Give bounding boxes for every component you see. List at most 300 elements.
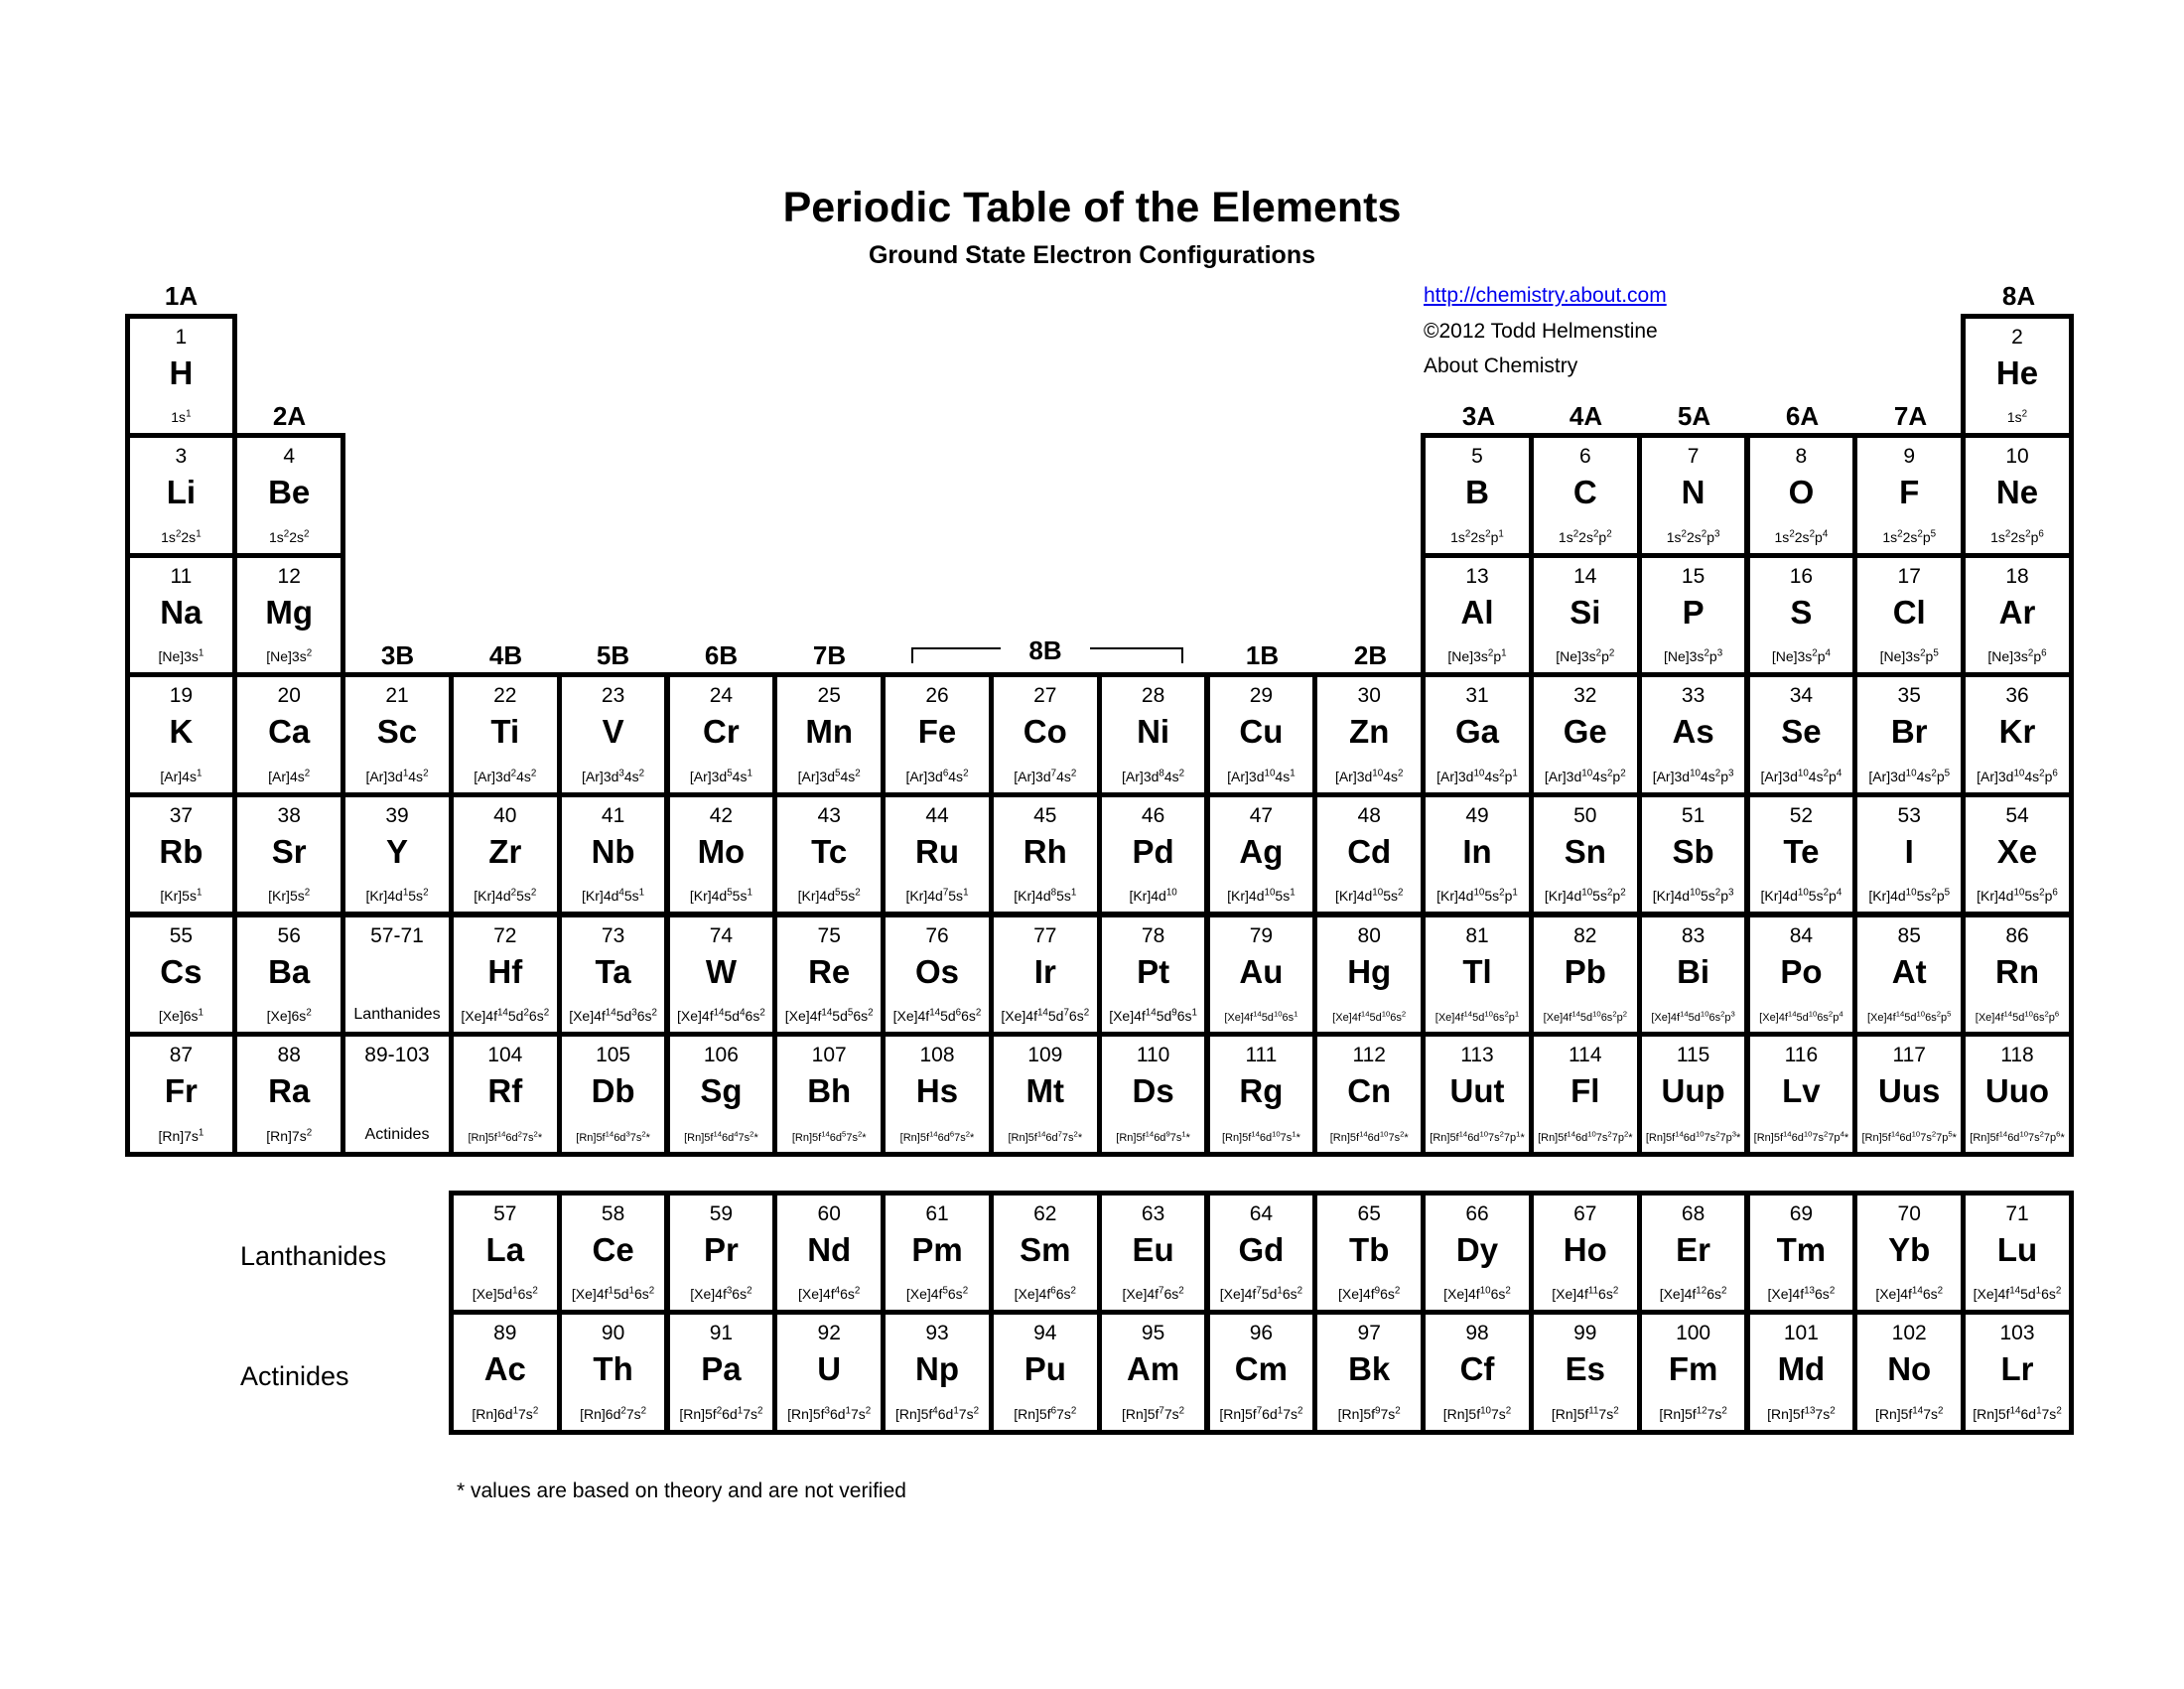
element-symbol: Po <box>1780 952 1823 990</box>
element-cell-am <box>1102 1315 1205 1430</box>
element-cell-li <box>130 438 233 553</box>
element-cell-si <box>1534 558 1637 673</box>
atomic-number: 106 <box>703 1044 739 1067</box>
group-label-5b: 5B <box>596 640 630 670</box>
atomic-number: 97 <box>1357 1322 1381 1345</box>
atomic-number: 95 <box>1141 1322 1165 1345</box>
element-symbol: No <box>1887 1350 1932 1388</box>
element-symbol: Cl <box>1892 593 1926 631</box>
atomic-number: 116 <box>1784 1044 1819 1067</box>
element-cell-cu <box>1210 677 1313 792</box>
atomic-number: 53 <box>1897 803 1921 827</box>
electron-configuration: $[Xe]4f^{14}5d^56s^2$ <box>784 1007 874 1025</box>
electron-configuration: $[Ar]3d^64s^2$ <box>905 768 969 784</box>
atomic-number: 48 <box>1357 803 1381 827</box>
element-symbol: Hg <box>1347 952 1392 990</box>
group-label-6b: 6B <box>704 640 739 670</box>
atomic-number: 9 <box>1903 445 1916 469</box>
element-symbol: Fm <box>1668 1350 1718 1388</box>
electron-configuration: $[Rn]5f^{12}7s^2$ <box>1659 1405 1727 1422</box>
element-symbol: Ra <box>268 1072 311 1110</box>
electron-configuration: $[Xe]4f^75d^16s^2$ <box>1219 1285 1303 1303</box>
element-symbol: Li <box>166 474 197 511</box>
element-cell-ar <box>1966 558 2069 673</box>
element-symbol: Co <box>1023 713 1067 751</box>
atomic-number: 10 <box>2005 445 2029 469</box>
atomic-number: 102 <box>1891 1322 1927 1345</box>
electron-configuration: $1s^22s^2p^5$ <box>1882 528 1937 545</box>
element-symbol: Sr <box>271 832 307 870</box>
electron-configuration: $1s^2$ <box>2006 408 2028 426</box>
element-symbol: Ir <box>1033 952 1056 990</box>
electron-configuration: $[Rn]5f^{14}6d^{10}7s^1*$ <box>1221 1129 1300 1144</box>
element-symbol: Y <box>385 832 408 870</box>
element-symbol: Tb <box>1349 1230 1390 1268</box>
element-cell-ca <box>237 677 341 792</box>
atomic-number: 16 <box>1789 564 1814 588</box>
element-cell-bk <box>1317 1315 1421 1430</box>
element-cell-ac <box>454 1315 557 1430</box>
electron-configuration: $[Xe]4f^{14}5d^{10}6s^1$ <box>1224 1009 1298 1025</box>
element-symbol: In <box>1462 832 1492 870</box>
atomic-number: 52 <box>1789 803 1814 827</box>
element-symbol: Au <box>1239 952 1284 990</box>
atomic-number: 7 <box>1687 445 1700 469</box>
electron-configuration: $[Ne]3s^2p^2$ <box>1556 647 1615 665</box>
element-cell-sn <box>1534 797 1637 913</box>
atomic-number: 96 <box>1249 1322 1274 1345</box>
electron-configuration: $[Rn]5f^77s^2$ <box>1122 1405 1185 1422</box>
atomic-number: 2 <box>2011 325 2023 349</box>
electron-configuration: $[Rn]5f^{13}7s^2$ <box>1767 1405 1836 1422</box>
electron-configuration: $[Ar]4s^2$ <box>268 768 311 784</box>
electron-configuration: $[Rn]5f^{14}7s^2$ <box>1874 1405 1944 1422</box>
atomic-number: 64 <box>1249 1201 1274 1225</box>
element-cell-mg <box>237 558 341 673</box>
electron-configuration: $[Kr]4d^55s^2$ <box>797 887 861 905</box>
group-label-5a: 5A <box>1677 401 1711 431</box>
atomic-number: 18 <box>2005 564 2029 588</box>
element-cell-i <box>1857 797 1961 913</box>
electron-configuration: $[Xe]4f^56s^2$ <box>905 1285 969 1303</box>
actinides-row-label: Actinides <box>240 1361 349 1391</box>
electron-configuration: $[Xe]4f^{11}6s^2$ <box>1552 1285 1619 1303</box>
element-symbol: Se <box>1781 713 1822 751</box>
element-cell-ni <box>1102 677 1205 792</box>
electron-configuration: $[Xe]4f^{14}5d^{10}6s^2p^1$ <box>1434 1009 1520 1025</box>
element-symbol: Tc <box>811 832 848 870</box>
electron-configuration: $[Ne]3s^2p^5$ <box>1879 647 1939 665</box>
element-symbol: Rb <box>159 832 204 870</box>
element-symbol: Mn <box>805 713 854 751</box>
element-cell-hf <box>454 917 557 1033</box>
element-cell-as <box>1642 677 1745 792</box>
element-symbol: Eu <box>1132 1230 1174 1268</box>
element-cell-be <box>237 438 341 553</box>
atomic-number: 57-71 <box>370 923 424 947</box>
element-symbol: Tl <box>1462 952 1492 990</box>
element-cell-po <box>1750 917 1853 1033</box>
electron-configuration: $[Xe]4f^66s^2$ <box>1014 1285 1076 1303</box>
element-cell-la-lu <box>345 917 449 1033</box>
atomic-number: 73 <box>601 923 625 947</box>
element-cell-ce <box>562 1196 665 1311</box>
atomic-number: 77 <box>1033 923 1057 947</box>
element-cell-sg <box>670 1037 773 1152</box>
element-symbol: Be <box>268 474 311 511</box>
group-label-7a: 7A <box>1893 401 1928 431</box>
element-cell-fl <box>1534 1037 1637 1152</box>
element-cell-no <box>1857 1315 1961 1430</box>
electron-configuration: $1s^22s^1$ <box>161 528 202 545</box>
electron-configuration: $[Ar]3d^{10}4s^2$ <box>1334 768 1404 784</box>
electron-configuration: $[Xe]4f^{14}5d^{10}6s^2p^5$ <box>1866 1009 1952 1025</box>
electron-configuration: $[Ar]3d^34s^2$ <box>582 768 645 784</box>
element-symbol: Ta <box>595 952 631 990</box>
atomic-number: 40 <box>493 803 517 827</box>
atomic-number: 50 <box>1573 803 1597 827</box>
element-symbol: Pu <box>1024 1350 1066 1388</box>
electron-configuration: $[Ne]3s^2p^4$ <box>1771 647 1831 665</box>
element-cell-nd <box>777 1196 881 1311</box>
electron-configuration: $[Kr]4d^{10}5s^2$ <box>1334 887 1404 905</box>
element-symbol: Hs <box>915 1072 959 1110</box>
copyright-text: ©2012 Todd Helmenstine <box>1424 320 1658 343</box>
element-cell-ru <box>886 797 989 913</box>
group-label-3b: 3B <box>380 640 415 670</box>
element-cell-uut <box>1426 1037 1529 1152</box>
atomic-number: 101 <box>1783 1322 1819 1345</box>
atomic-number: 13 <box>1465 564 1489 588</box>
element-symbol: Nd <box>807 1230 852 1268</box>
element-symbol: Xe <box>1996 832 2038 870</box>
atomic-number: 8 <box>1795 445 1808 469</box>
element-cell-cl <box>1857 558 1961 673</box>
element-cell-ga <box>1426 677 1529 792</box>
atomic-number: 14 <box>1573 564 1597 588</box>
element-cell-cm <box>1210 1315 1313 1430</box>
element-cell-yb <box>1857 1196 1961 1311</box>
element-cell-pd <box>1102 797 1205 913</box>
atomic-number: 89 <box>493 1322 517 1345</box>
atomic-number: 62 <box>1033 1201 1057 1225</box>
element-cell-rb <box>130 797 233 913</box>
element-cell-f <box>1857 438 1961 553</box>
electron-configuration: $[Ar]3d^{10}4s^2p^5$ <box>1868 768 1951 784</box>
atomic-number: 110 <box>1136 1044 1170 1067</box>
group-label-8a: 8A <box>2001 281 2036 311</box>
atomic-number: 88 <box>277 1044 301 1067</box>
element-symbol: Ti <box>490 713 520 751</box>
element-cell-os <box>886 917 989 1033</box>
element-symbol: Bk <box>1348 1350 1391 1388</box>
element-cell-uuo <box>1966 1037 2069 1152</box>
atomic-number: 15 <box>1681 564 1706 588</box>
group-label-4b: 4B <box>488 640 523 670</box>
atomic-number: 28 <box>1141 684 1165 708</box>
atomic-number: 114 <box>1569 1044 1602 1067</box>
atomic-number: 76 <box>925 923 949 947</box>
atomic-number: 108 <box>919 1044 955 1067</box>
element-cell-la <box>454 1196 557 1311</box>
electron-configuration: $1s^22s^2$ <box>268 528 310 545</box>
electron-configuration: $[Rn]5f^{14}6d^97s^1*$ <box>1116 1129 1190 1144</box>
electron-configuration: $[Rn]5f^{14}6d^67s^2*$ <box>899 1129 975 1144</box>
electron-configuration: $[Kr]5s^2$ <box>268 887 311 905</box>
element-cell-np <box>886 1315 989 1430</box>
electron-configuration: $[Rn]5f^{14}6d^37s^2*$ <box>576 1129 650 1144</box>
element-symbol: Db <box>591 1072 635 1110</box>
electron-configuration: $[Rn]5f^{14}6d^{10}7s^27p^6*$ <box>1970 1129 2065 1144</box>
element-cell-es <box>1534 1315 1637 1430</box>
element-symbol: Cd <box>1347 832 1392 870</box>
element-cell-nb <box>562 797 665 913</box>
atomic-number: 82 <box>1573 923 1597 947</box>
element-symbol: Zr <box>488 832 522 870</box>
element-cell-dy <box>1426 1196 1529 1311</box>
electron-configuration: $[Kr]5s^1$ <box>160 887 203 905</box>
source-link[interactable]: http://chemistry.about.com <box>1424 284 1667 307</box>
element-cell-ds <box>1102 1037 1205 1152</box>
electron-configuration: $[Rn]5f^67s^2$ <box>1014 1405 1077 1422</box>
atomic-number: 92 <box>817 1322 841 1345</box>
electron-configuration: $[Rn]7s^1$ <box>158 1127 205 1144</box>
electron-configuration: $[Xe]4f^{14}5d^{10}6s^2p^2$ <box>1543 1009 1627 1025</box>
atomic-number: 113 <box>1460 1044 1494 1067</box>
group-label-2a: 2A <box>272 401 307 431</box>
electron-configuration: $[Kr]4d^15s^2$ <box>365 887 429 905</box>
atomic-number: 72 <box>493 923 517 947</box>
element-cell-y <box>345 797 449 913</box>
electron-configuration: $[Ar]3d^{10}4s^2p^3$ <box>1652 768 1734 784</box>
element-cell-p <box>1642 558 1745 673</box>
element-symbol: Np <box>914 1350 959 1388</box>
element-symbol: Pb <box>1564 952 1606 990</box>
element-symbol: Os <box>914 952 959 990</box>
atomic-number: 74 <box>709 923 734 947</box>
element-cell-zr <box>454 797 557 913</box>
electron-configuration: $[Xe]4f^76s^2$ <box>1122 1285 1184 1303</box>
atomic-number: 32 <box>1573 684 1597 708</box>
element-symbol: Fe <box>917 713 957 751</box>
electron-configuration: $[Kr]4d^{10}5s^2p^1$ <box>1436 887 1518 905</box>
atomic-number: 1 <box>175 325 188 349</box>
electron-configuration: $[Xe]4f^{10}6s^2$ <box>1443 1285 1511 1303</box>
element-cell-u <box>777 1315 881 1430</box>
element-cell-ne <box>1966 438 2069 553</box>
element-cell-ge <box>1534 677 1637 792</box>
electron-configuration: $[Rn]5f^{14}6d^{10}7s^27p^5*$ <box>1861 1129 1957 1144</box>
electron-configuration: $[Ar]3d^{10}4s^2p^2$ <box>1544 768 1626 784</box>
element-symbol: Pm <box>911 1230 963 1268</box>
group-label-8b: 8B <box>1001 635 1090 666</box>
atomic-number: 55 <box>169 923 194 947</box>
electron-configuration: $[Xe]6s^2$ <box>266 1007 312 1025</box>
electron-configuration: $[Rn]5f^{11}7s^2$ <box>1551 1405 1619 1422</box>
atomic-number: 5 <box>1471 445 1483 469</box>
element-symbol: Ar <box>1998 593 2036 631</box>
element-cell-ba <box>237 917 341 1033</box>
atomic-number: 118 <box>2000 1044 2034 1067</box>
footnote: * values are based on theory and are not verified <box>457 1479 906 1502</box>
electron-configuration: $[Ar]3d^54s^2$ <box>797 768 861 784</box>
element-cell-pb <box>1534 917 1637 1033</box>
element-cell-pr <box>670 1196 773 1311</box>
element-symbol: Na <box>160 593 203 631</box>
electron-configuration: $1s^22s^2p^4$ <box>1774 528 1829 545</box>
atomic-number: 4 <box>283 445 296 469</box>
element-cell-te <box>1750 797 1853 913</box>
atomic-number: 39 <box>385 803 409 827</box>
electron-configuration: $[Rn]5f^{14}6d^47s^2*$ <box>684 1129 758 1144</box>
element-cell-md <box>1750 1315 1853 1430</box>
element-symbol: Re <box>808 952 851 990</box>
atomic-number: 47 <box>1249 803 1274 827</box>
element-symbol: Ce <box>592 1230 634 1268</box>
element-cell-h <box>130 319 233 434</box>
atomic-number: 89-103 <box>364 1044 430 1067</box>
element-cell-c <box>1534 438 1637 553</box>
electron-configuration: $[Xe]4f^15d^16s^2$ <box>571 1285 655 1303</box>
electron-configuration: $[Rn]5f^{14}6d^{10}7s^27p^4*$ <box>1753 1129 1849 1144</box>
element-symbol: I <box>1904 832 1914 870</box>
electron-configuration: $[Kr]4d^{10}5s^2p^4$ <box>1760 887 1843 905</box>
electron-configuration: $1s^22s^2p^6$ <box>1990 528 2044 545</box>
element-cell-mt <box>994 1037 1097 1152</box>
element-symbol: Uus <box>1878 1072 1941 1110</box>
element-symbol: Es <box>1565 1350 1605 1388</box>
element-symbol: Ru <box>914 832 959 870</box>
electron-configuration: $[Ne]3s^2p^3$ <box>1664 647 1723 665</box>
element-cell-al <box>1426 558 1529 673</box>
electron-configuration: $[Xe]4f^{14}6s^2$ <box>1875 1285 1944 1303</box>
element-cell-co <box>994 677 1097 792</box>
atomic-number: 67 <box>1573 1201 1597 1225</box>
element-symbol: Yb <box>1888 1230 1931 1268</box>
electron-configuration: $[Rn]5f^{14}6d^{10}7s^27p^2*$ <box>1538 1129 1633 1144</box>
electron-configuration: $[Rn]5f^{10}7s^2$ <box>1442 1405 1512 1422</box>
element-cell-ta <box>562 917 665 1033</box>
element-cell-fr <box>130 1037 233 1152</box>
series-name: Actinides <box>364 1125 430 1143</box>
atomic-number: 115 <box>1676 1044 1710 1067</box>
atomic-number: 51 <box>1681 803 1706 827</box>
electron-configuration: $1s^22s^2p^3$ <box>1666 528 1720 545</box>
element-symbol: Bh <box>807 1072 852 1110</box>
atomic-number: 83 <box>1681 923 1706 947</box>
element-cell-bi <box>1642 917 1745 1033</box>
group-label-4a: 4A <box>1569 401 1603 431</box>
atomic-number: 68 <box>1681 1201 1706 1225</box>
atomic-number: 54 <box>2005 803 2029 827</box>
electron-configuration: $[Xe]4f^{13}6s^2$ <box>1767 1285 1836 1303</box>
atomic-number: 36 <box>2005 684 2029 708</box>
atomic-number: 99 <box>1573 1322 1597 1345</box>
atomic-number: 81 <box>1465 923 1489 947</box>
atomic-number: 23 <box>601 684 625 708</box>
electron-configuration: $[Rn]5f^26d^17s^2$ <box>679 1405 763 1422</box>
atomic-number: 11 <box>170 564 193 588</box>
element-cell-rf <box>454 1037 557 1152</box>
atomic-number: 70 <box>1897 1201 1921 1225</box>
atomic-number: 104 <box>487 1044 523 1067</box>
element-symbol: Mt <box>1025 1072 1065 1110</box>
electron-configuration: $[Ar]3d^14s^2$ <box>365 768 429 784</box>
atomic-number: 112 <box>1352 1044 1386 1067</box>
element-cell-hg <box>1317 917 1421 1033</box>
atomic-number: 12 <box>277 564 301 588</box>
element-symbol: Sb <box>1672 832 1714 870</box>
element-cell-ti <box>454 677 557 792</box>
electron-configuration: $[Xe]4f^{14}5d^96s^1$ <box>1109 1007 1197 1025</box>
electron-configuration: $[Rn]5f^{14}6d^77s^2*$ <box>1008 1129 1083 1144</box>
element-cell-ag <box>1210 797 1313 913</box>
element-symbol: Uut <box>1449 1072 1505 1110</box>
element-cell-zn <box>1317 677 1421 792</box>
electron-configuration: $[Kr]4d^85s^1$ <box>1014 887 1077 905</box>
atomic-number: 105 <box>596 1044 631 1067</box>
element-cell-fm <box>1642 1315 1745 1430</box>
organization-text: About Chemistry <box>1424 354 1578 377</box>
atomic-number: 85 <box>1897 923 1921 947</box>
electron-configuration: $[Kr]4d^{10}5s^1$ <box>1227 887 1296 905</box>
electron-configuration: $[Rn]5f^{14}6d^{10}7s^27p^3*$ <box>1645 1129 1741 1144</box>
element-cell-cn <box>1317 1037 1421 1152</box>
atomic-number: 65 <box>1357 1201 1381 1225</box>
atomic-number: 75 <box>817 923 841 947</box>
element-symbol: Sm <box>1020 1230 1071 1268</box>
element-cell-b <box>1426 438 1529 553</box>
element-symbol: Ho <box>1563 1230 1607 1268</box>
electron-configuration: $[Ne]3s^2p^6$ <box>1987 647 2047 665</box>
element-cell-rn <box>1966 917 2069 1033</box>
atomic-number: 79 <box>1249 923 1274 947</box>
atomic-number: 6 <box>1578 445 1591 469</box>
element-cell-kr <box>1966 677 2069 792</box>
atomic-number: 63 <box>1141 1201 1165 1225</box>
element-symbol: Rn <box>1994 952 2039 990</box>
electron-configuration: $[Xe]4f^{14}5d^76s^2$ <box>1001 1007 1090 1025</box>
element-symbol: Ds <box>1132 1072 1174 1110</box>
atomic-number: 111 <box>1245 1044 1278 1067</box>
electron-configuration: $[Rn]5f^{14}6d^27s^2*$ <box>468 1129 543 1144</box>
element-cell-cd <box>1317 797 1421 913</box>
element-symbol: B <box>1465 474 1489 511</box>
element-symbol: U <box>817 1350 842 1388</box>
element-cell-n <box>1642 438 1745 553</box>
electron-configuration: $[Xe]4f^{14}5d^36s^2$ <box>569 1007 657 1025</box>
electron-configuration: $[Ne]3s^2$ <box>266 647 313 665</box>
group-label-1b: 1B <box>1245 640 1280 670</box>
atomic-number: 27 <box>1033 684 1057 708</box>
page-title: Periodic Table of the Elements <box>782 184 1402 231</box>
element-cell-ra <box>237 1037 341 1152</box>
element-cell-fe <box>886 677 989 792</box>
element-symbol: Am <box>1126 1350 1180 1388</box>
element-cell-in <box>1426 797 1529 913</box>
atomic-number: 20 <box>277 684 301 708</box>
element-cell-au <box>1210 917 1313 1033</box>
atomic-number: 100 <box>1676 1322 1711 1345</box>
element-cell-tm <box>1750 1196 1853 1311</box>
element-cell-tl <box>1426 917 1529 1033</box>
element-cell-uup <box>1642 1037 1745 1152</box>
element-cell-w <box>670 917 773 1033</box>
electron-configuration: $[Xe]5d^16s^2$ <box>472 1285 538 1303</box>
element-cell-ac-lr <box>345 1037 449 1152</box>
electron-configuration: $[Xe]4f^46s^2$ <box>798 1285 861 1303</box>
atomic-number: 42 <box>709 803 734 827</box>
